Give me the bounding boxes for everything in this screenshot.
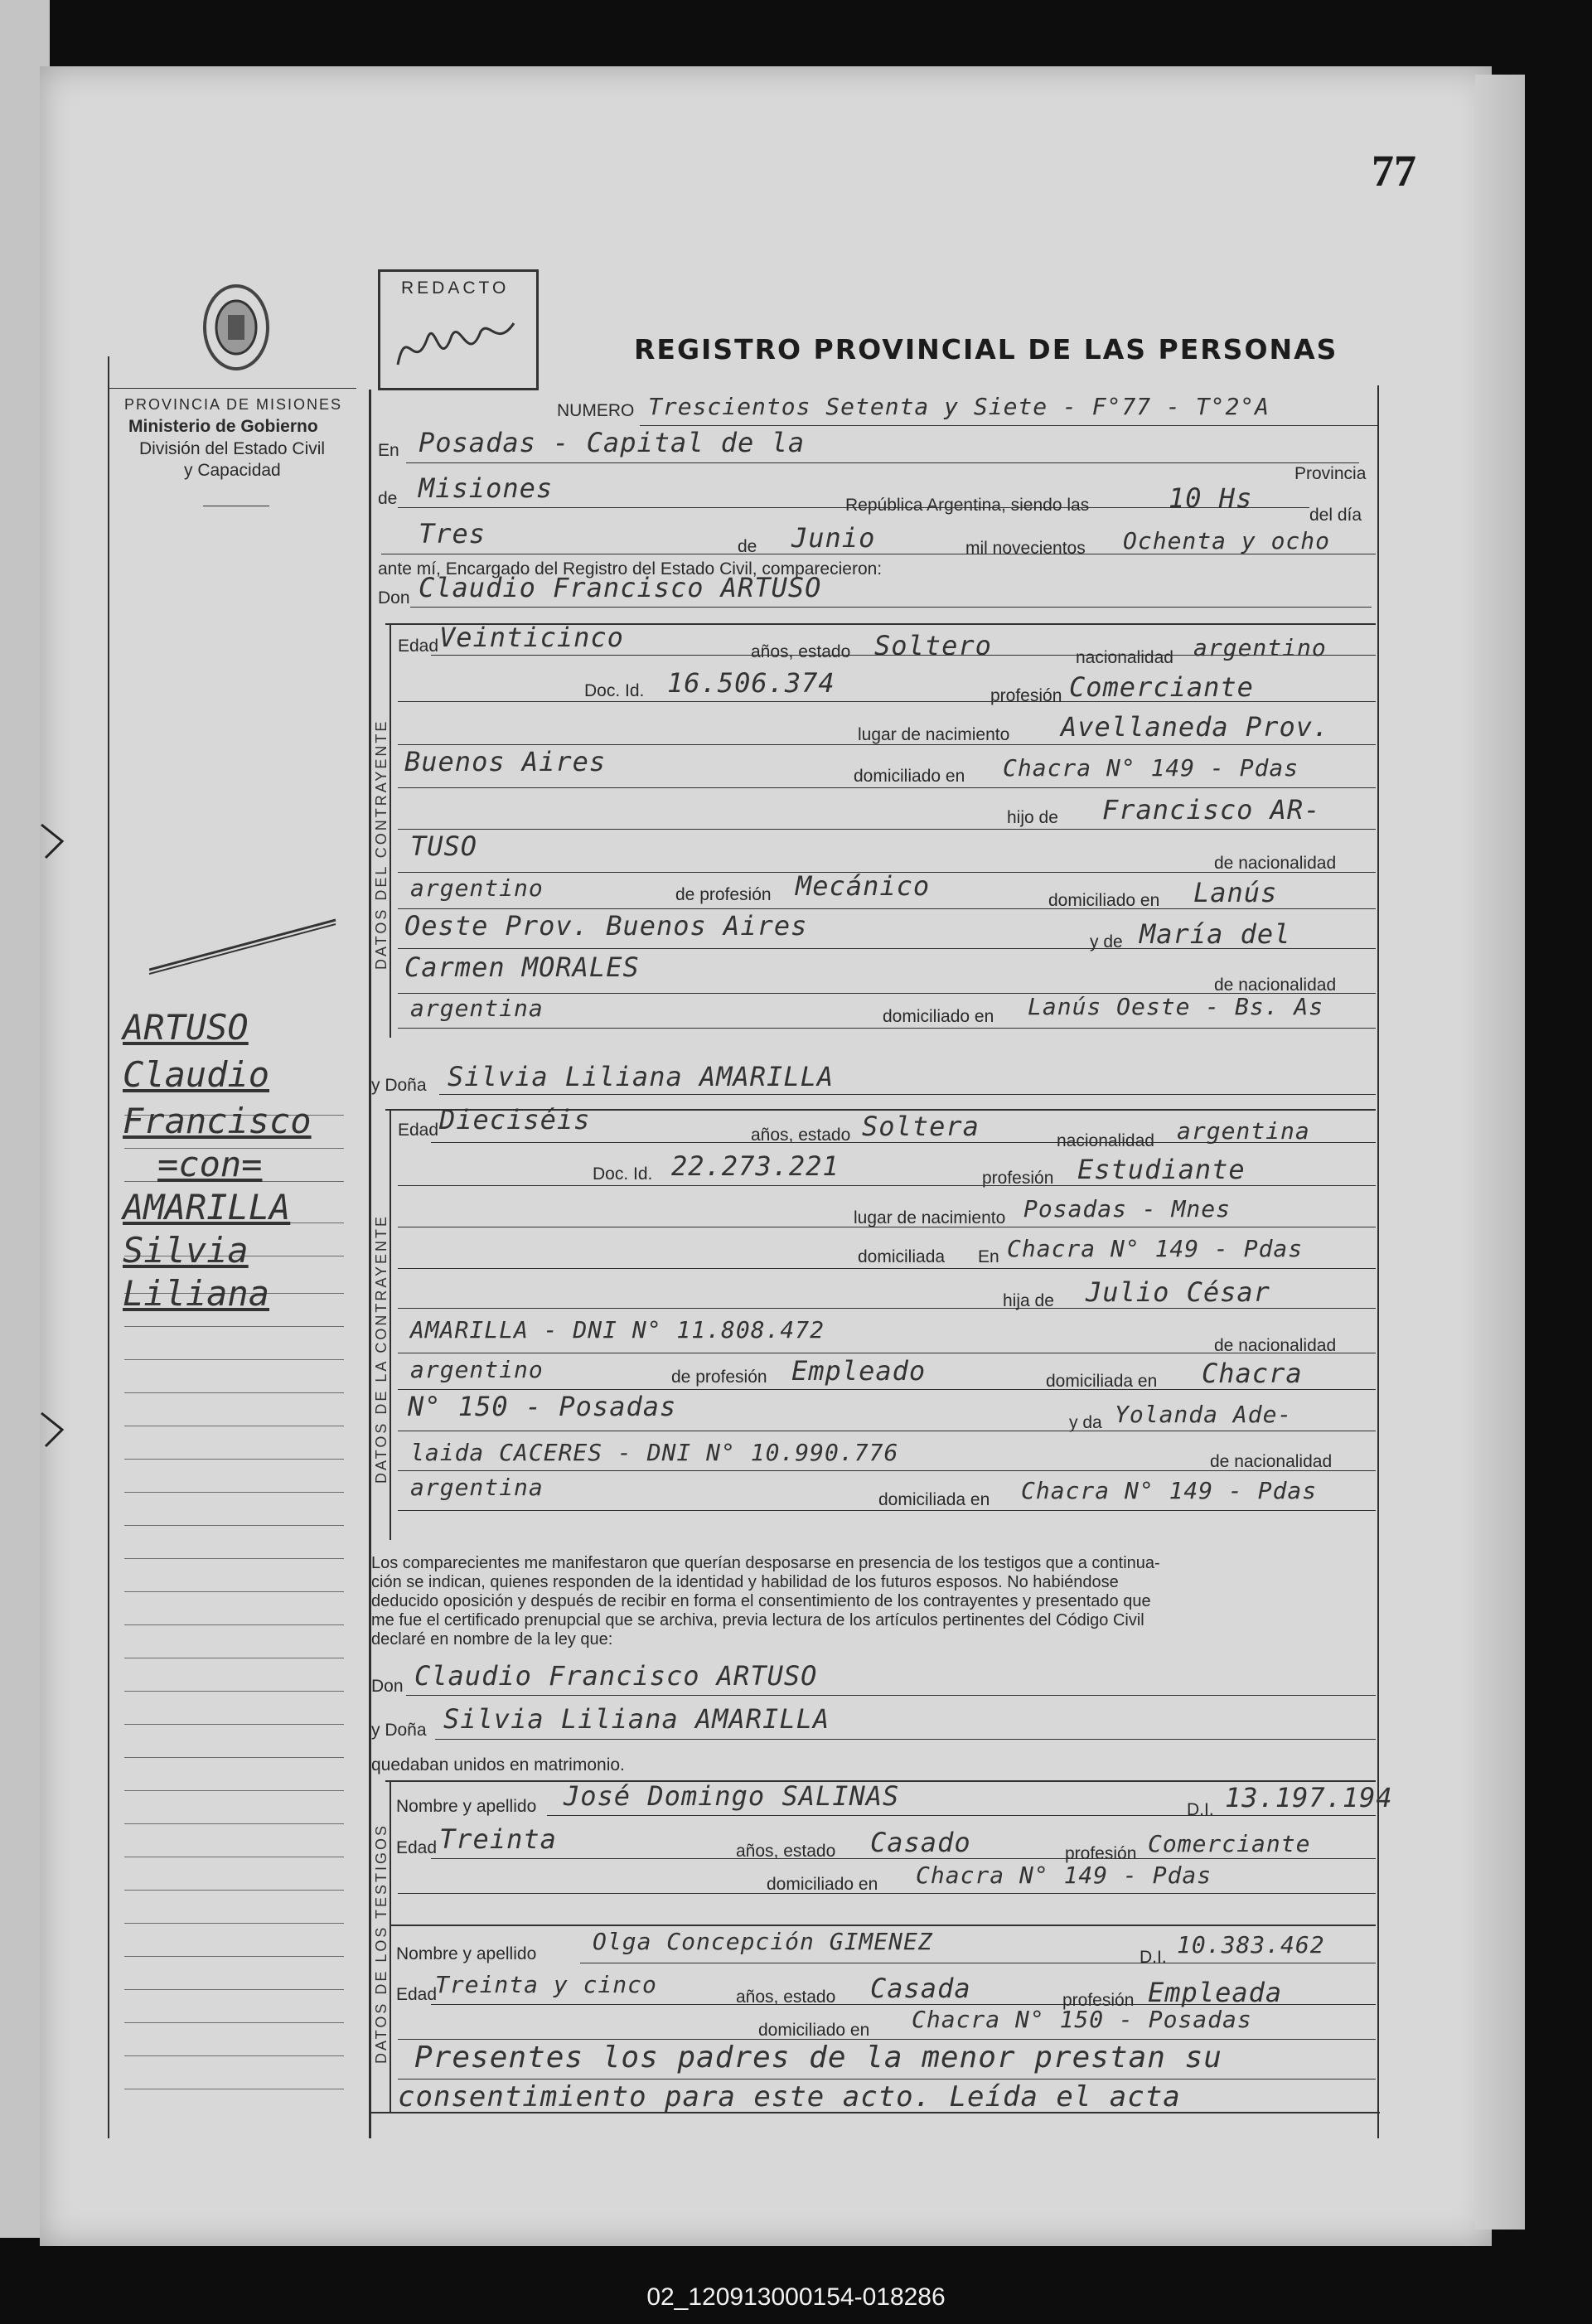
margin-note-line: AMARILLA xyxy=(123,1187,291,1227)
rule xyxy=(435,1739,1376,1740)
ministry-province: PROVINCIA DE MISIONES xyxy=(124,396,343,413)
rule xyxy=(398,1893,1376,1894)
label-y-de: y de xyxy=(1090,932,1123,951)
entry-c1-nacionalidad: argentino xyxy=(1193,634,1327,661)
coat-of-arms-seal xyxy=(195,274,278,381)
entry-c1-doc: 16.506.374 xyxy=(667,667,835,699)
rule xyxy=(410,607,1372,608)
entry-c1-padre: Francisco AR- xyxy=(1102,794,1321,826)
label-anos-estado-2: años, estado xyxy=(751,1126,851,1145)
rule xyxy=(398,1470,1376,1471)
entry-c2-padre: Julio César xyxy=(1086,1276,1270,1308)
rule xyxy=(398,1028,1376,1029)
entry-c2-domicilio: Chacra N° 149 - Pdas xyxy=(1007,1235,1304,1262)
rule xyxy=(398,744,1376,745)
entry-c2-padre-dom: Chacra xyxy=(1202,1358,1303,1389)
ministry-division: División del Estado Civil xyxy=(139,439,326,458)
label-hijo-de: hijo de xyxy=(1007,808,1058,827)
label-nombre-apellido-2: Nombre y apellido xyxy=(396,1944,537,1963)
entry-c2-profesion: Estudiante xyxy=(1077,1154,1246,1185)
entry-t1-di: 13.197.194 xyxy=(1225,1782,1393,1813)
divider xyxy=(108,388,356,389)
side-label-contrayente-2: DATOS DE LA CONTRAYENTE xyxy=(373,1213,390,1484)
entry-c2-padre-prof: Empleado xyxy=(791,1355,927,1387)
ministry-capacity: y Capacidad xyxy=(184,461,281,480)
entry-c1-madre-dom: Lanús Oeste - Bs. As xyxy=(1028,993,1324,1020)
label-anos-estado: años, estado xyxy=(751,642,851,661)
entry-en: Posadas - Capital de la xyxy=(419,427,806,458)
rule xyxy=(547,1815,1376,1816)
label-nacionalidad: nacionalidad xyxy=(1076,648,1173,667)
entry-c1-madre2: Carmen MORALES xyxy=(404,951,640,983)
entry-t2-edad: Treinta y cinco xyxy=(435,1971,657,1998)
label-edad-3: Edad xyxy=(396,1838,438,1857)
label-de-mes: de xyxy=(738,537,757,556)
rule xyxy=(431,1142,1376,1143)
entry-t1-edad: Treinta xyxy=(439,1823,557,1855)
label-de: de xyxy=(378,489,398,508)
label-en-2: En xyxy=(978,1247,999,1266)
entry-c1-madre-nac: argentina xyxy=(410,995,544,1022)
label-de-nacionalidad: de nacionalidad xyxy=(1214,854,1337,873)
label-profesion-3: profesión xyxy=(1065,1844,1137,1863)
label-domiciliada: domiciliada xyxy=(858,1247,946,1266)
declaration-text: Los comparecientes me manifestaron que querían desposarse en presencia de los testigos que a continua- ción se indican, quienes responden de la identidad y habilidad de los futuros esposos. No habiéndose deducido oposición y después de recibir en forma el consentimiento de los contrayentes y presentado que me fue el certificado prenupcial que se archiva, previa lectura de los artículos pertinentes del Código Civil declaré en nombre de la ley que: xyxy=(371,1554,1160,1649)
entry-t2-domicilio: Chacra N° 150 - Posadas xyxy=(912,2006,1252,2033)
rule xyxy=(406,462,1359,463)
label-domiciliado-en-4: domiciliado en xyxy=(767,1875,878,1894)
entry-dia: Tres xyxy=(419,518,486,550)
image-caption: 02_120913000154-018286 xyxy=(646,2283,946,2311)
entry-t1-nombre: José Domingo SALINAS xyxy=(564,1780,900,1812)
label-hija-de: hija de xyxy=(1003,1291,1054,1310)
entry-c2-padre-nac: argentino xyxy=(410,1356,544,1383)
label-lugar-nacimiento-2: lugar de nacimiento xyxy=(854,1208,1006,1227)
entry-c2-padre2: AMARILLA - DNI N° 11.808.472 xyxy=(410,1316,825,1344)
label-domiciliada-en-2: domiciliada en xyxy=(878,1490,990,1509)
entry-de: Misiones xyxy=(419,472,554,504)
label-del-dia: del día xyxy=(1309,506,1362,525)
label-de-profesion-2: de profesión xyxy=(671,1368,767,1387)
label-domiciliado-en-2: domiciliado en xyxy=(1048,891,1160,910)
tick-mark xyxy=(37,1409,70,1450)
rule xyxy=(398,787,1376,788)
label-mil: mil novecientos xyxy=(965,539,1086,558)
label-provincia: Provincia xyxy=(1294,464,1367,483)
label-anos-estado-4: años, estado xyxy=(736,1988,836,2007)
entry-c1-padre2: TUSO xyxy=(410,830,478,862)
entry-dona: Silvia Liliana AMARILLA xyxy=(448,1061,835,1092)
margin-note-line: Francisco xyxy=(123,1101,312,1141)
label-en: En xyxy=(378,441,399,460)
ministry-name: Ministerio de Gobierno xyxy=(128,417,318,436)
label-domiciliado-en-5: domiciliado en xyxy=(758,2021,870,2040)
entry-c2-padre-dom2: N° 150 - Posadas xyxy=(408,1391,677,1422)
entry-numero: Trescientos Setenta y Siete - F°77 - T°2°A xyxy=(648,393,1270,420)
entry-dona-2: Silvia Liliana AMARILLA xyxy=(443,1703,830,1735)
entry-t1-profesion: Comerciante xyxy=(1148,1830,1311,1857)
entry-note-1: Presentes los padres de la menor prestan su xyxy=(414,2041,1222,2075)
entry-c2-estado: Soltera xyxy=(862,1111,980,1142)
label-de-nacionalidad-4: de nacionalidad xyxy=(1210,1452,1333,1471)
rule xyxy=(398,507,1309,508)
page-edge xyxy=(1475,75,1525,2230)
entry-note-2: consentimiento para este acto. Leída el acta xyxy=(398,2080,1181,2113)
entry-c2-lugar: Posadas - Mnes xyxy=(1023,1195,1232,1223)
label-don: Don xyxy=(378,588,410,608)
rule xyxy=(398,948,1376,949)
rule xyxy=(431,655,1376,656)
entry-c1-domicilio: Chacra N° 149 - Pdas xyxy=(1003,754,1299,782)
entry-c2-nacionalidad: argentina xyxy=(1177,1117,1310,1145)
entry-c1-profesion: Comerciante xyxy=(1069,671,1254,703)
rule xyxy=(398,1185,1376,1186)
rule xyxy=(398,1268,1376,1269)
entry-c1-edad: Veinticinco xyxy=(439,622,624,653)
label-lugar-nacimiento: lugar de nacimiento xyxy=(858,725,1010,744)
rule xyxy=(398,2039,1376,2040)
rule xyxy=(398,908,1376,909)
margin-strike xyxy=(149,912,340,978)
entry-don-2: Claudio Francisco ARTUSO xyxy=(414,1660,818,1692)
entry-t2-profesion: Empleada xyxy=(1148,1977,1283,2008)
label-edad-2: Edad xyxy=(398,1121,439,1140)
label-de-nacionalidad-2: de nacionalidad xyxy=(1214,976,1337,995)
rule xyxy=(406,1695,1376,1696)
entry-c2-madre: Yolanda Ade- xyxy=(1115,1401,1293,1428)
rule xyxy=(398,701,1376,702)
label-di-2: D.I. xyxy=(1140,1948,1167,1967)
label-domiciliada-en: domiciliada en xyxy=(1046,1372,1158,1391)
rule xyxy=(398,1510,1376,1511)
entry-mes: Junio xyxy=(791,522,876,554)
entry-c2-edad: Dieciséis xyxy=(439,1104,591,1135)
label-doc-id-2: Doc. Id. xyxy=(593,1164,653,1184)
margin-note-line: Claudio xyxy=(123,1054,270,1095)
label-de-profesion: de profesión xyxy=(675,885,772,904)
label-de-nacionalidad-3: de nacionalidad xyxy=(1214,1336,1337,1355)
entry-c1-padre-prof: Mecánico xyxy=(796,870,931,902)
side-label-contrayente: DATOS DEL CONTRAYENTE xyxy=(373,719,390,970)
label-numero: NUMERO xyxy=(557,401,635,420)
label-edad: Edad xyxy=(398,637,439,656)
label-domiciliado-en-3: domiciliado en xyxy=(883,1007,994,1026)
label-anos-estado-3: años, estado xyxy=(736,1842,836,1861)
entry-c1-padre-dom2: Oeste Prov. Buenos Aires xyxy=(404,910,808,942)
label-nombre-apellido: Nombre y apellido xyxy=(396,1797,537,1816)
frame-right-rule xyxy=(1377,385,1379,2138)
label-doc-id: Doc. Id. xyxy=(584,681,645,700)
label-y-da: y da xyxy=(1069,1413,1102,1432)
label-y-dona: y Doña xyxy=(371,1076,427,1095)
entry-don: Claudio Francisco ARTUSO xyxy=(419,572,822,603)
rule xyxy=(431,1858,1376,1859)
entry-t2-nombre: Olga Concepción GIMENEZ xyxy=(593,1928,933,1955)
entry-t2-estado: Casada xyxy=(870,1973,971,2004)
rule xyxy=(439,1094,1376,1095)
label-republica: República Argentina, siendo las xyxy=(845,496,1090,515)
margin-rule xyxy=(108,356,109,2138)
label-edad-4: Edad xyxy=(396,1985,438,2004)
rule xyxy=(398,1389,1376,1390)
rule xyxy=(398,829,1376,830)
frame-left-rule xyxy=(369,390,371,2138)
entry-anio: Ochenta y ocho xyxy=(1123,527,1331,554)
margin-note-line: Liliana xyxy=(123,1273,270,1314)
label-profesion-4: profesión xyxy=(1062,1991,1135,2010)
entry-c1-lugar: Avellaneda Prov. xyxy=(1061,711,1330,743)
entry-c2-madre2: laida CACERES - DNI N° 10.990.776 xyxy=(410,1439,899,1466)
rule xyxy=(431,2004,1376,2005)
entry-c1-estado: Soltero xyxy=(874,630,992,661)
label-y-dona-2: y Doña xyxy=(371,1721,427,1740)
label-domiciliado-en: domiciliado en xyxy=(854,767,965,786)
rule xyxy=(640,425,1377,426)
entry-c2-madre-dom: Chacra N° 149 - Pdas xyxy=(1021,1477,1318,1504)
stamp-signature xyxy=(390,307,522,381)
tick-mark xyxy=(37,821,70,862)
side-label-testigos: DATOS DE LOS TESTIGOS xyxy=(373,1823,390,2064)
entry-t1-estado: Casado xyxy=(870,1827,971,1858)
label-ante: ante mí, Encargado del Registro del Estado Civil, comparecieron: xyxy=(378,559,883,579)
label-nacionalidad-2: nacionalidad xyxy=(1057,1131,1154,1150)
entry-c1-padre-dom: Lanús xyxy=(1193,877,1278,908)
margin-note-line: Silvia xyxy=(123,1230,249,1271)
label-di: D.I. xyxy=(1187,1800,1214,1819)
entry-c1-padre-nac: argentino xyxy=(410,874,544,902)
document-title: REGISTRO PROVINCIAL DE LAS PERSONAS xyxy=(634,333,1338,366)
entry-c1-madre: María del xyxy=(1140,918,1291,950)
label-profesion: profesión xyxy=(990,686,1062,705)
label-don-2: Don xyxy=(371,1677,404,1696)
section-rule xyxy=(390,1925,1376,1926)
entry-t2-di: 10.383.462 xyxy=(1177,1931,1325,1958)
page-number: 77 xyxy=(1372,146,1416,196)
entry-c2-madre-nac: argentina xyxy=(410,1474,544,1501)
label-quedaban: quedaban unidos en matrimonio. xyxy=(371,1755,625,1774)
label-profesion-2: profesión xyxy=(982,1169,1054,1188)
margin-note-line: =con= xyxy=(157,1144,263,1184)
margin-note-line: ARTUSO xyxy=(123,1007,249,1048)
entry-hora: 10 Hs xyxy=(1169,482,1253,514)
entry-c1-lugar2: Buenos Aires xyxy=(404,746,607,777)
entry-c2-doc: 22.273.221 xyxy=(671,1150,840,1182)
stamp-label: REDACTO xyxy=(401,278,510,298)
entry-t1-domicilio: Chacra N° 149 - Pdas xyxy=(916,1862,1212,1889)
rule xyxy=(398,1308,1376,1309)
